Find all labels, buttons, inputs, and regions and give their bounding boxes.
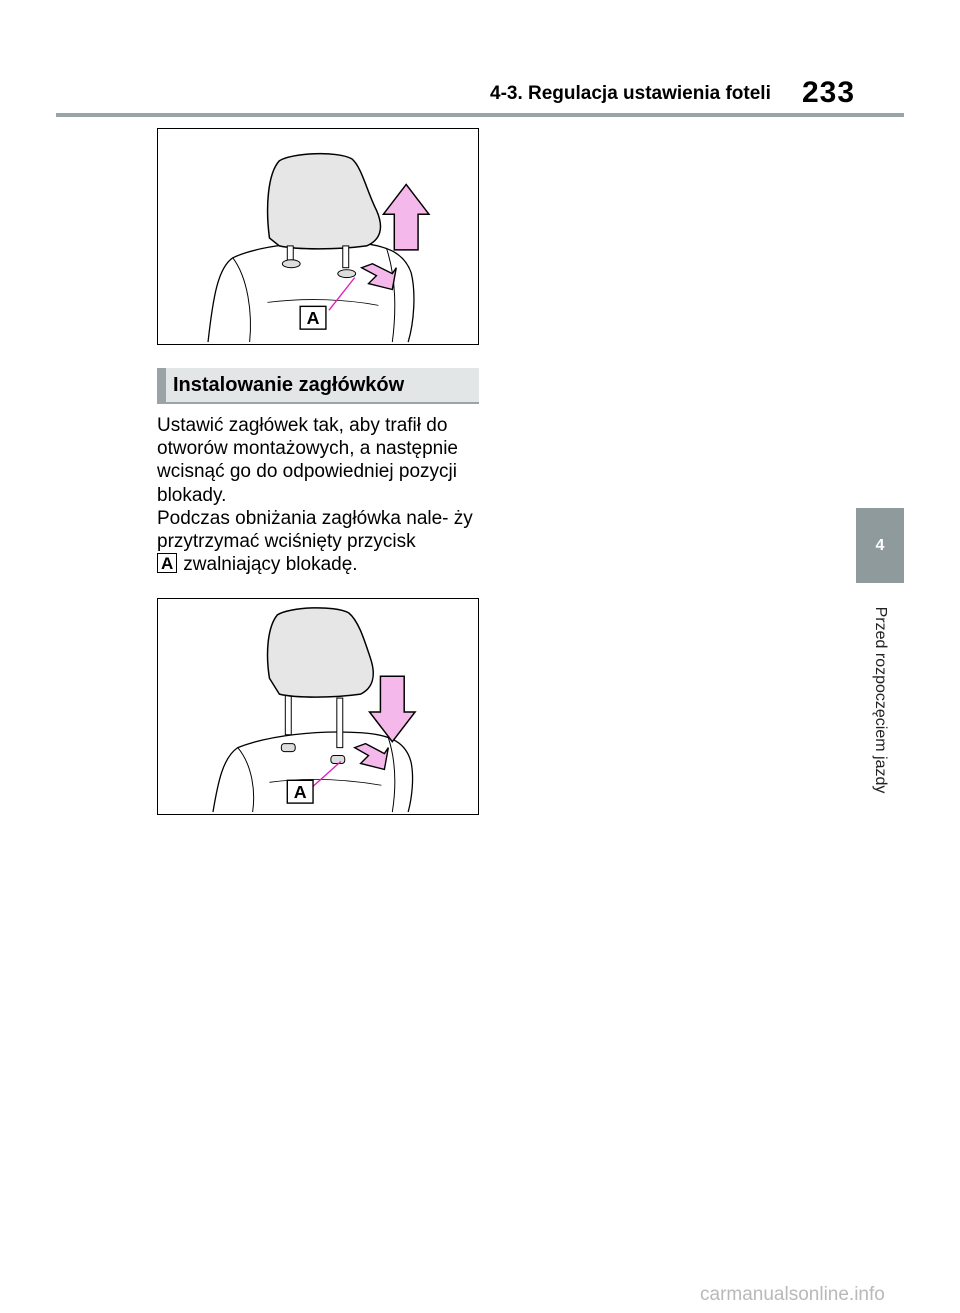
headrest-raise-drawing xyxy=(158,129,478,344)
header-divider xyxy=(56,113,904,117)
headrest-raise-illustration xyxy=(157,128,479,345)
lowering-text-start: Podczas obniżania zagłówka nale- ży przytrzymać wciśnięty przycisk xyxy=(157,507,473,553)
headrest-lower-illustration xyxy=(157,598,479,815)
lowering-text-end: zwalniający blokadę. xyxy=(183,554,358,576)
section-heading-text: Instalowanie zagłówków xyxy=(173,374,405,396)
chapter-tab: 4 xyxy=(856,508,904,583)
instruction-paragraph: Ustawić zagłówek tak, aby trafił do otworów montażowych, a następnie wcisnąć go do odpowiedniej pozycji blokady. xyxy=(157,415,458,506)
heading-accent-bar xyxy=(157,368,166,402)
page-number: 233 xyxy=(802,76,856,109)
figure-callout-label: A xyxy=(293,782,307,803)
button-label-a: A xyxy=(157,553,177,573)
instruction-paragraph-lowering xyxy=(157,507,487,577)
chapter-side-label: Przed rozpoczęciem jazdy xyxy=(872,606,889,794)
watermark: carmanualsonline.info xyxy=(700,1284,885,1305)
headrest-lower-drawing xyxy=(158,599,478,814)
section-heading xyxy=(157,368,479,404)
running-header-title: 4-3. Regulacja ustawienia foteli xyxy=(490,83,771,104)
instruction-text xyxy=(157,414,487,576)
figure-callout-label: A xyxy=(306,308,320,329)
